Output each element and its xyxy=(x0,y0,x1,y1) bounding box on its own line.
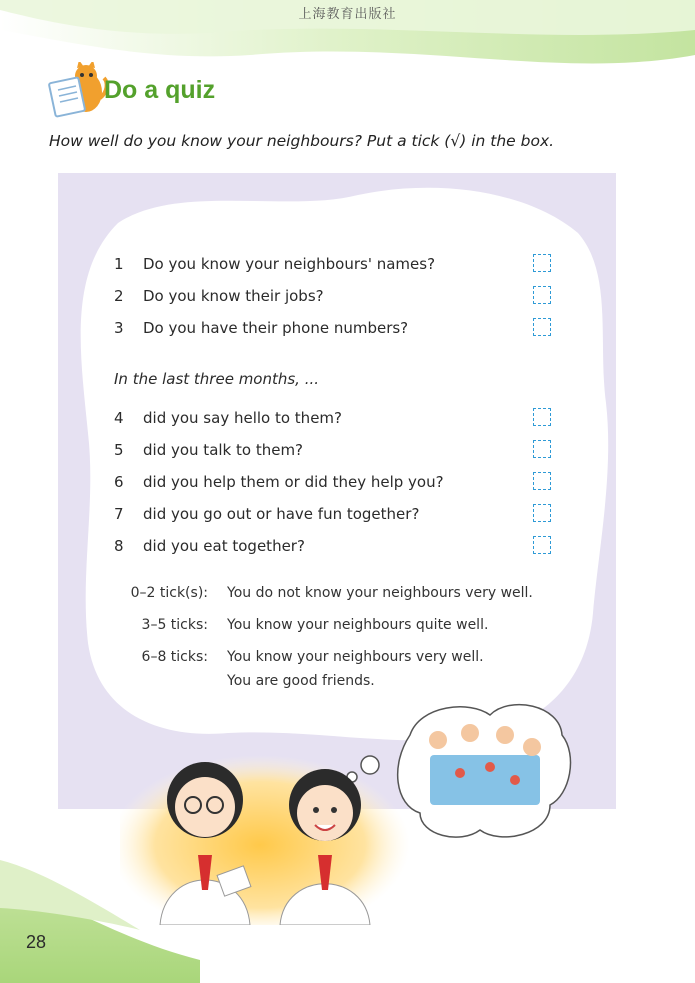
quiz-item xyxy=(114,316,564,342)
quiz-item xyxy=(114,470,564,496)
page-number: 28 xyxy=(26,932,47,952)
cat-with-clipboard-icon xyxy=(46,62,110,118)
quiz-item xyxy=(114,406,564,432)
tick-checkbox[interactable] xyxy=(533,536,551,554)
item-question: did you eat together? xyxy=(143,537,305,555)
section-title: Do a quiz xyxy=(104,76,216,104)
score-range: 6–8 ticks: xyxy=(141,649,208,665)
quiz-item xyxy=(114,438,564,464)
item-question: did you help them or did they help you? xyxy=(143,473,444,491)
quiz-item xyxy=(114,534,564,560)
score-range: 3–5 ticks: xyxy=(141,617,208,633)
item-question: Do you have their phone numbers? xyxy=(143,319,409,337)
score-description: You know your neighbours very well. xyxy=(227,649,484,665)
subheading-last-three-months: In the last three months, ... xyxy=(114,370,320,388)
tick-checkbox[interactable] xyxy=(533,408,551,426)
item-number: 3 xyxy=(114,319,124,337)
item-number: 6 xyxy=(114,473,124,491)
item-question: Do you know your neighbours' names? xyxy=(143,255,436,273)
item-question: did you say hello to them? xyxy=(143,409,342,427)
tick-checkbox[interactable] xyxy=(533,472,551,490)
two-girls-thinking-of-neighbours-dinner-illustration xyxy=(120,695,580,925)
tick-checkbox[interactable] xyxy=(533,318,551,336)
tick-checkbox[interactable] xyxy=(533,254,551,272)
item-number: 1 xyxy=(114,255,124,273)
score-range: 0–2 tick(s): xyxy=(130,585,208,601)
item-question: did you go out or have fun together? xyxy=(143,505,420,523)
item-number: 4 xyxy=(114,409,124,427)
instruction-text: How well do you know your neighbours? Put a tick (√) in the box. xyxy=(49,132,555,150)
tick-checkbox[interactable] xyxy=(533,440,551,458)
item-number: 5 xyxy=(114,441,124,459)
item-number: 8 xyxy=(114,537,124,555)
item-question: Do you know their jobs? xyxy=(143,287,324,305)
tick-checkbox[interactable] xyxy=(533,286,551,304)
item-question: did you talk to them? xyxy=(143,441,304,459)
tick-checkbox[interactable] xyxy=(533,504,551,522)
quiz-item xyxy=(114,252,564,278)
item-number: 7 xyxy=(114,505,124,523)
score-description: You do not know your neighbours very well. xyxy=(227,585,533,601)
score-description: You know your neighbours quite well. xyxy=(227,617,489,633)
quiz-item xyxy=(114,284,564,310)
quiz-item xyxy=(114,502,564,528)
publisher-name: 上海教育出版社 xyxy=(298,7,397,22)
item-number: 2 xyxy=(114,287,124,305)
score-description-continued: You are good friends. xyxy=(227,673,375,689)
